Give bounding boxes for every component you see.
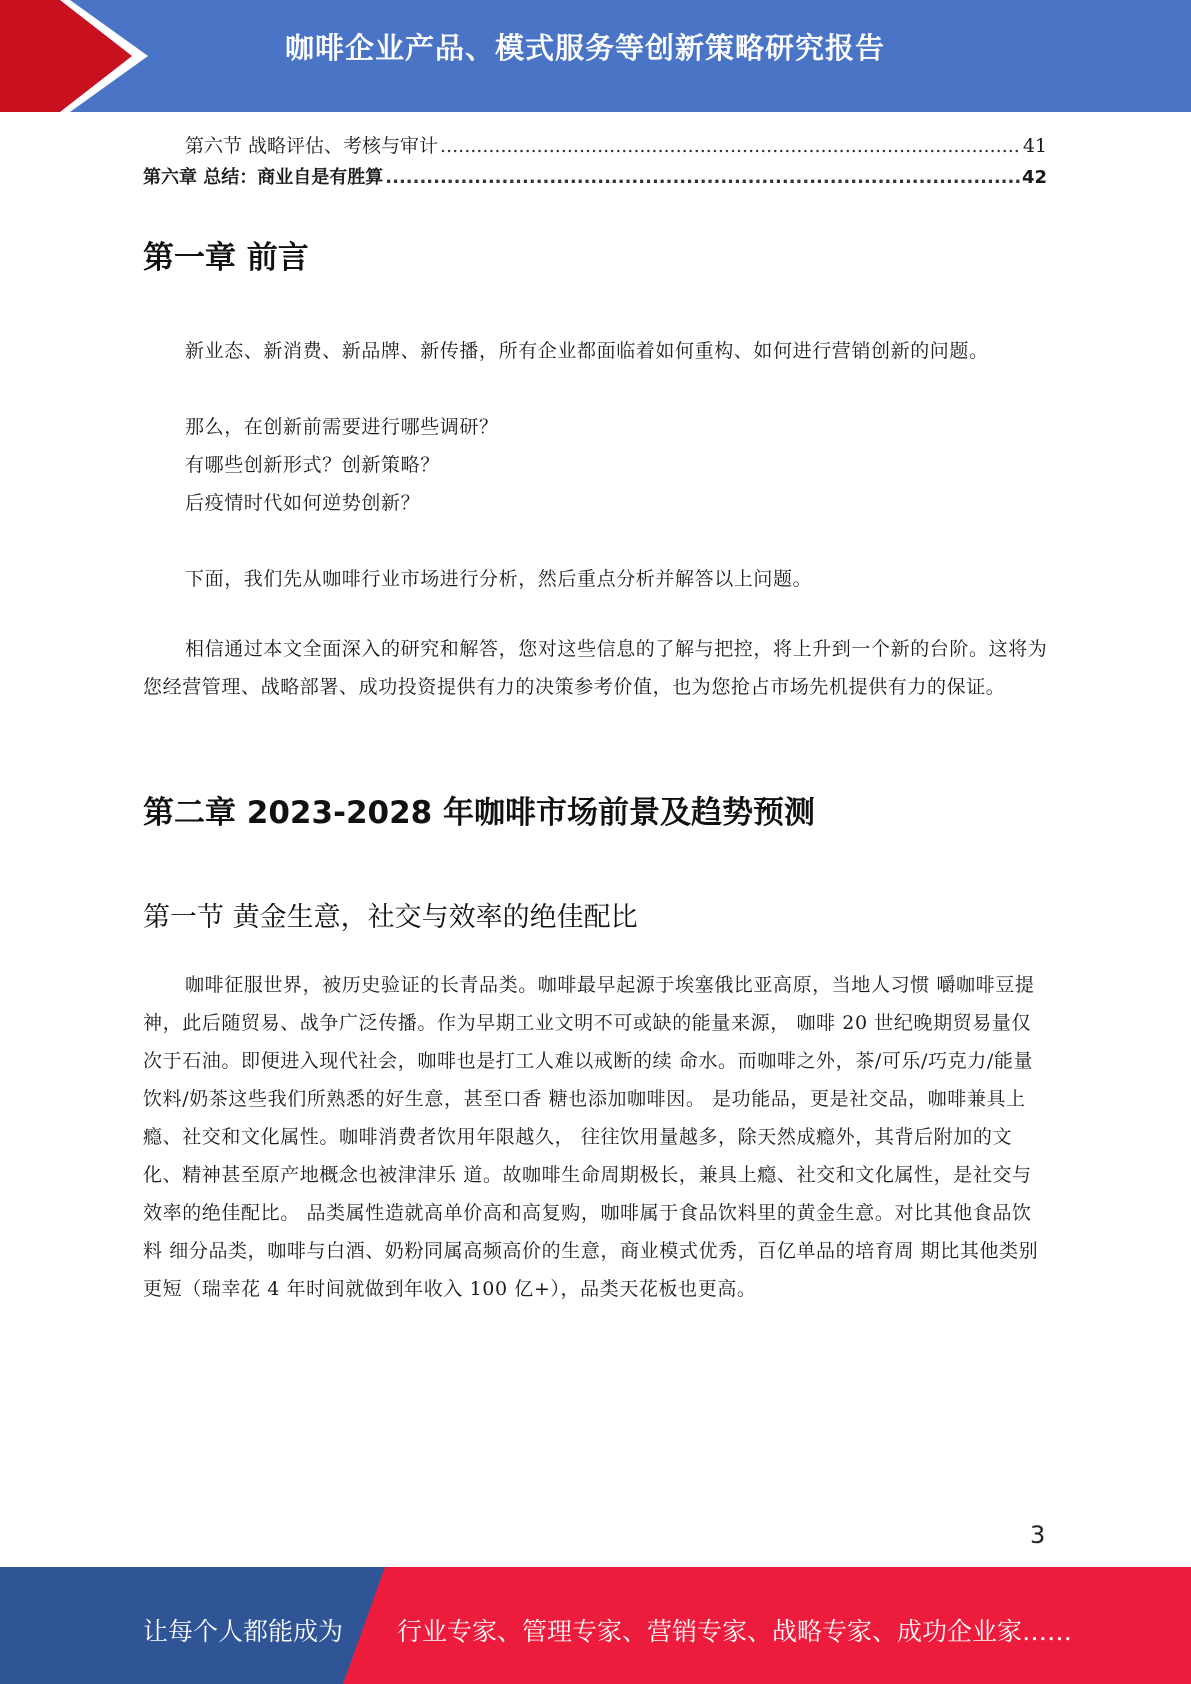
header-chevron-decoration (0, 0, 150, 112)
toc-entry-page: 41 (1022, 135, 1047, 157)
page-number: 3 (1030, 1521, 1046, 1549)
toc-entry-page: 42 (1021, 167, 1047, 188)
chapter-1-conclusion: 相信通过本文全面深入的研究和解答，您对这些信息的了解与把控，将上升到一个新的台阶。这将为您经营管理、战略部署、成功投资提供有力的决策参考价值，也为您抢占市场先机提供有力的保证。 (143, 638, 1048, 698)
report-title: 咖啡企业产品、模式服务等创新策略研究报告 (285, 31, 886, 65)
chapter-2-heading: 第二章 2023-2028 年咖啡市场前景及趋势预测 (143, 795, 816, 831)
toc-entry[interactable] (185, 131, 1047, 158)
question-1: 那么，在创新前需要进行哪些调研？ (185, 416, 499, 438)
footer-slogan-left: 让每个人都能成为 (143, 1617, 344, 1646)
question-3: 后疫情时代如何逆势创新？ (185, 492, 421, 514)
toc-leader-dots (385, 167, 1020, 188)
chapter-1-intro: 新业态、新消费、新品牌、新传播，所有企业都面临着如何重构、如何进行营销创新的问题。 (185, 340, 989, 362)
section-1-heading: 第一节 黄金生意，社交与效率的绝佳配比 (143, 902, 638, 933)
page-header (0, 0, 1191, 112)
chapter-1-transition: 下面，我们先从咖啡行业市场进行分析，然后重点分析并解答以上问题。 (185, 568, 813, 590)
toc-entry[interactable] (143, 163, 1047, 189)
footer-slogan-right: 行业专家、管理专家、营销专家、战略专家、成功企业家…… (397, 1617, 1073, 1646)
question-2: 有哪些创新形式？创新策略？ (185, 454, 440, 476)
chapter-1-heading: 第一章 前言 (143, 240, 309, 276)
toc-leader-dots (440, 135, 1021, 157)
toc-entry-label: 第六章 总结：商业自是有胜算 (143, 167, 384, 188)
toc-entry-label: 第六节 战略评估、考核与审计 (185, 135, 439, 157)
section-1-body: 咖啡征服世界，被历史验证的长青品类。咖啡最早起源于埃塞俄比亚高原，当地人习惯 嚼咖啡豆提神，此后随贸易、战争广泛传播。作为早期工业文明不可或缺的能量来源， 咖啡 20 世纪晚期贸易量仅次于石油。即便进入现代社会，咖啡也是打工人难以戒断的续 命水。而咖啡之外，茶/可乐/巧克力/能量饮料/奶茶这些我们所熟悉的好生意，甚至口香 糖也添加咖啡因。 是功能品，更是社交品，咖啡兼具上瘾、社交和文化属性。咖啡消费者饮用年限越久， 往往饮用量越多，除天然成瘾外，其背后附加的文化、精神甚至原产地概念也被津津乐 道。故咖啡生命周期极长，兼具上瘾、社交和文化属性，是社交与效率的绝佳配比。 品类属性造就高单价高和高复购，咖啡属于食品饮料里的黄金生意。对比其他食品饮料 细分品类，咖啡与白酒、奶粉同属高频高价的生意，商业模式优秀，百亿单品的培育周 期比其他类别更短（瑞幸花 4 年时间就做到年收入 100 亿+），品类天花板也更高。 (143, 974, 1039, 1300)
